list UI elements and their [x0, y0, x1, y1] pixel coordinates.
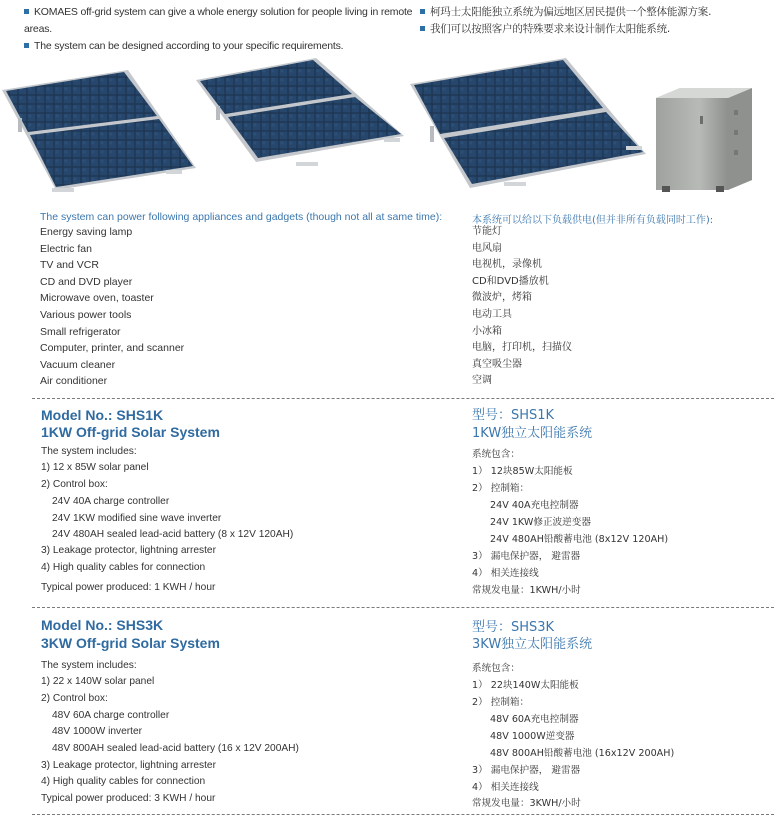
list-item: 电动工具 [472, 308, 512, 320]
list-item: 电风扇 [472, 242, 502, 254]
solar-array-2 [196, 58, 404, 166]
bullet-icon [24, 9, 29, 14]
list-item: CD and DVD player [40, 275, 133, 288]
intro-en [24, 4, 424, 55]
spec-line: 常规发电量：3KWH/小时 [472, 798, 581, 809]
model-2-number-cn: 型号：SHS3K [472, 620, 555, 635]
spec-line: 2) Control box: [41, 479, 108, 490]
section-divider [32, 398, 774, 399]
spec-line: 3) Leakage protector, lightning arrester [41, 760, 216, 771]
list-item: Computer, printer, and scanner [40, 342, 185, 355]
spec-line: 2） 控制箱： [472, 697, 530, 708]
spec-line: 48V 800AH铅酸蓄电池 (16x12V 200AH) [490, 748, 675, 759]
bullet-icon [420, 9, 425, 14]
spec-line: 3） 漏电保护器， 避雷器 [472, 551, 581, 562]
spec-line: 24V 480AH sealed lead-acid battery (8 x 12V 120AH) [52, 529, 294, 540]
section-divider [32, 814, 774, 815]
model-2-number-en: Model No.: SHS3K [41, 617, 164, 633]
spec-line: 1） 22块140W太阳能板 [472, 680, 579, 691]
list-item: TV and VCR [40, 259, 99, 272]
bullet-icon [420, 26, 425, 31]
model-2-name-cn: 3KW独立太阳能系统 [472, 637, 593, 652]
intro-en-line: KOMAES off-grid system can give a whole energy solution for people living in remote areas. [24, 6, 413, 35]
spec-line: 24V 480AH铅酸蓄电池 (8x12V 120AH) [490, 534, 669, 545]
spec-line: 2） 控制箱： [472, 483, 530, 494]
spec-line: 4） 相关连接线 [472, 568, 539, 579]
section-divider [32, 607, 774, 608]
solar-array-3 [410, 58, 646, 188]
spec-line: 1） 12块85W太阳能板 [472, 466, 573, 477]
list-item: Small refrigerator [40, 325, 121, 338]
control-box-cabinet [656, 88, 752, 192]
spec-line: 48V 60A charge controller [52, 710, 170, 721]
list-item: Vacuum cleaner [40, 358, 116, 371]
spec-line: 24V 1KW modified sine wave inverter [52, 513, 222, 524]
intro-cn-line: 我们可以按照客户的特殊要求来设计制作太阳能系统. [420, 21, 775, 38]
bullet-icon [24, 43, 29, 48]
spec-line: 系统包含： [472, 663, 520, 674]
spec-line: 1) 22 x 140W solar panel [41, 676, 155, 687]
list-item: 节能灯 [472, 226, 502, 237]
intro-cn-line: 柯玛士太阳能独立系统为偏远地区居民提供一个整体能源方案. [420, 4, 775, 21]
spec-line: Typical power produced: 1 KWH / hour [41, 582, 216, 593]
appliance-list-cn [472, 224, 572, 390]
spec-line: The system includes: [41, 446, 137, 457]
intro-cn [420, 4, 775, 38]
appliances-heading-en: The system can power following appliances and gadgets (though not all at same time): [40, 211, 443, 223]
spec-line: 48V 800AH sealed lead-acid battery (16 x 12V 200AH) [52, 743, 299, 754]
spec-line: 24V 40A charge controller [52, 496, 170, 507]
spec-line: The system includes: [41, 660, 137, 671]
list-item: CD和DVD播放机 [472, 275, 549, 287]
list-item: Microwave oven, toaster [40, 292, 154, 305]
model-1-name-en: 1KW Off-grid Solar System [41, 424, 220, 440]
spec-line: 3） 漏电保护器， 避雷器 [472, 765, 581, 776]
model-1-number-cn: 型号：SHS1K [472, 408, 555, 423]
list-item: Energy saving lamp [40, 226, 133, 238]
spec-line: 48V 60A充电控制器 [490, 714, 579, 725]
list-item: 微波炉，烤箱 [472, 292, 532, 304]
spec-line: 4） 相关连接线 [472, 782, 539, 793]
list-item: 电脑，打印机，扫描仪 [472, 342, 572, 354]
spec-line: 3) Leakage protector, lightning arrester [41, 545, 216, 556]
spec-line: 48V 1000W逆变器 [490, 731, 575, 742]
solar-panel-illustrations [0, 50, 780, 200]
list-item: Electric fan [40, 242, 92, 255]
list-item: Air conditioner [40, 375, 108, 388]
list-item: 小冰箱 [472, 325, 502, 337]
appliances-heading-cn: 本系统可以给以下负载供电(但并非所有负载同时工作): [472, 215, 714, 226]
spec-line: 4) High quality cables for connection [41, 562, 206, 573]
appliance-list-en [40, 224, 184, 390]
list-item: 真空吸尘器 [472, 358, 522, 370]
intro-en-line: The system can be designed according to your specific requirements. [24, 38, 424, 55]
spec-line: 1) 12 x 85W solar panel [41, 462, 149, 473]
spec-line: 2) Control box: [41, 693, 108, 704]
model-1-number-en: Model No.: SHS1K [41, 407, 164, 423]
model-2-name-en: 3KW Off-grid Solar System [41, 635, 220, 651]
spec-line: 24V 1KW修正波逆变器 [490, 517, 591, 528]
spec-line: 24V 40A充电控制器 [490, 500, 579, 511]
list-item: 空调 [472, 375, 492, 387]
model-1-name-cn: 1KW独立太阳能系统 [472, 426, 593, 441]
spec-line: 系统包含： [472, 449, 520, 460]
list-item: 电视机，录像机 [472, 259, 542, 271]
spec-line: 48V 1000W inverter [52, 726, 143, 737]
spec-line: Typical power produced: 3 KWH / hour [41, 793, 216, 804]
spec-line: 常规发电量：1KWH/小时 [472, 585, 581, 596]
list-item: Various power tools [40, 308, 132, 321]
solar-array-1 [2, 70, 196, 192]
spec-line: 4) High quality cables for connection [41, 776, 206, 787]
